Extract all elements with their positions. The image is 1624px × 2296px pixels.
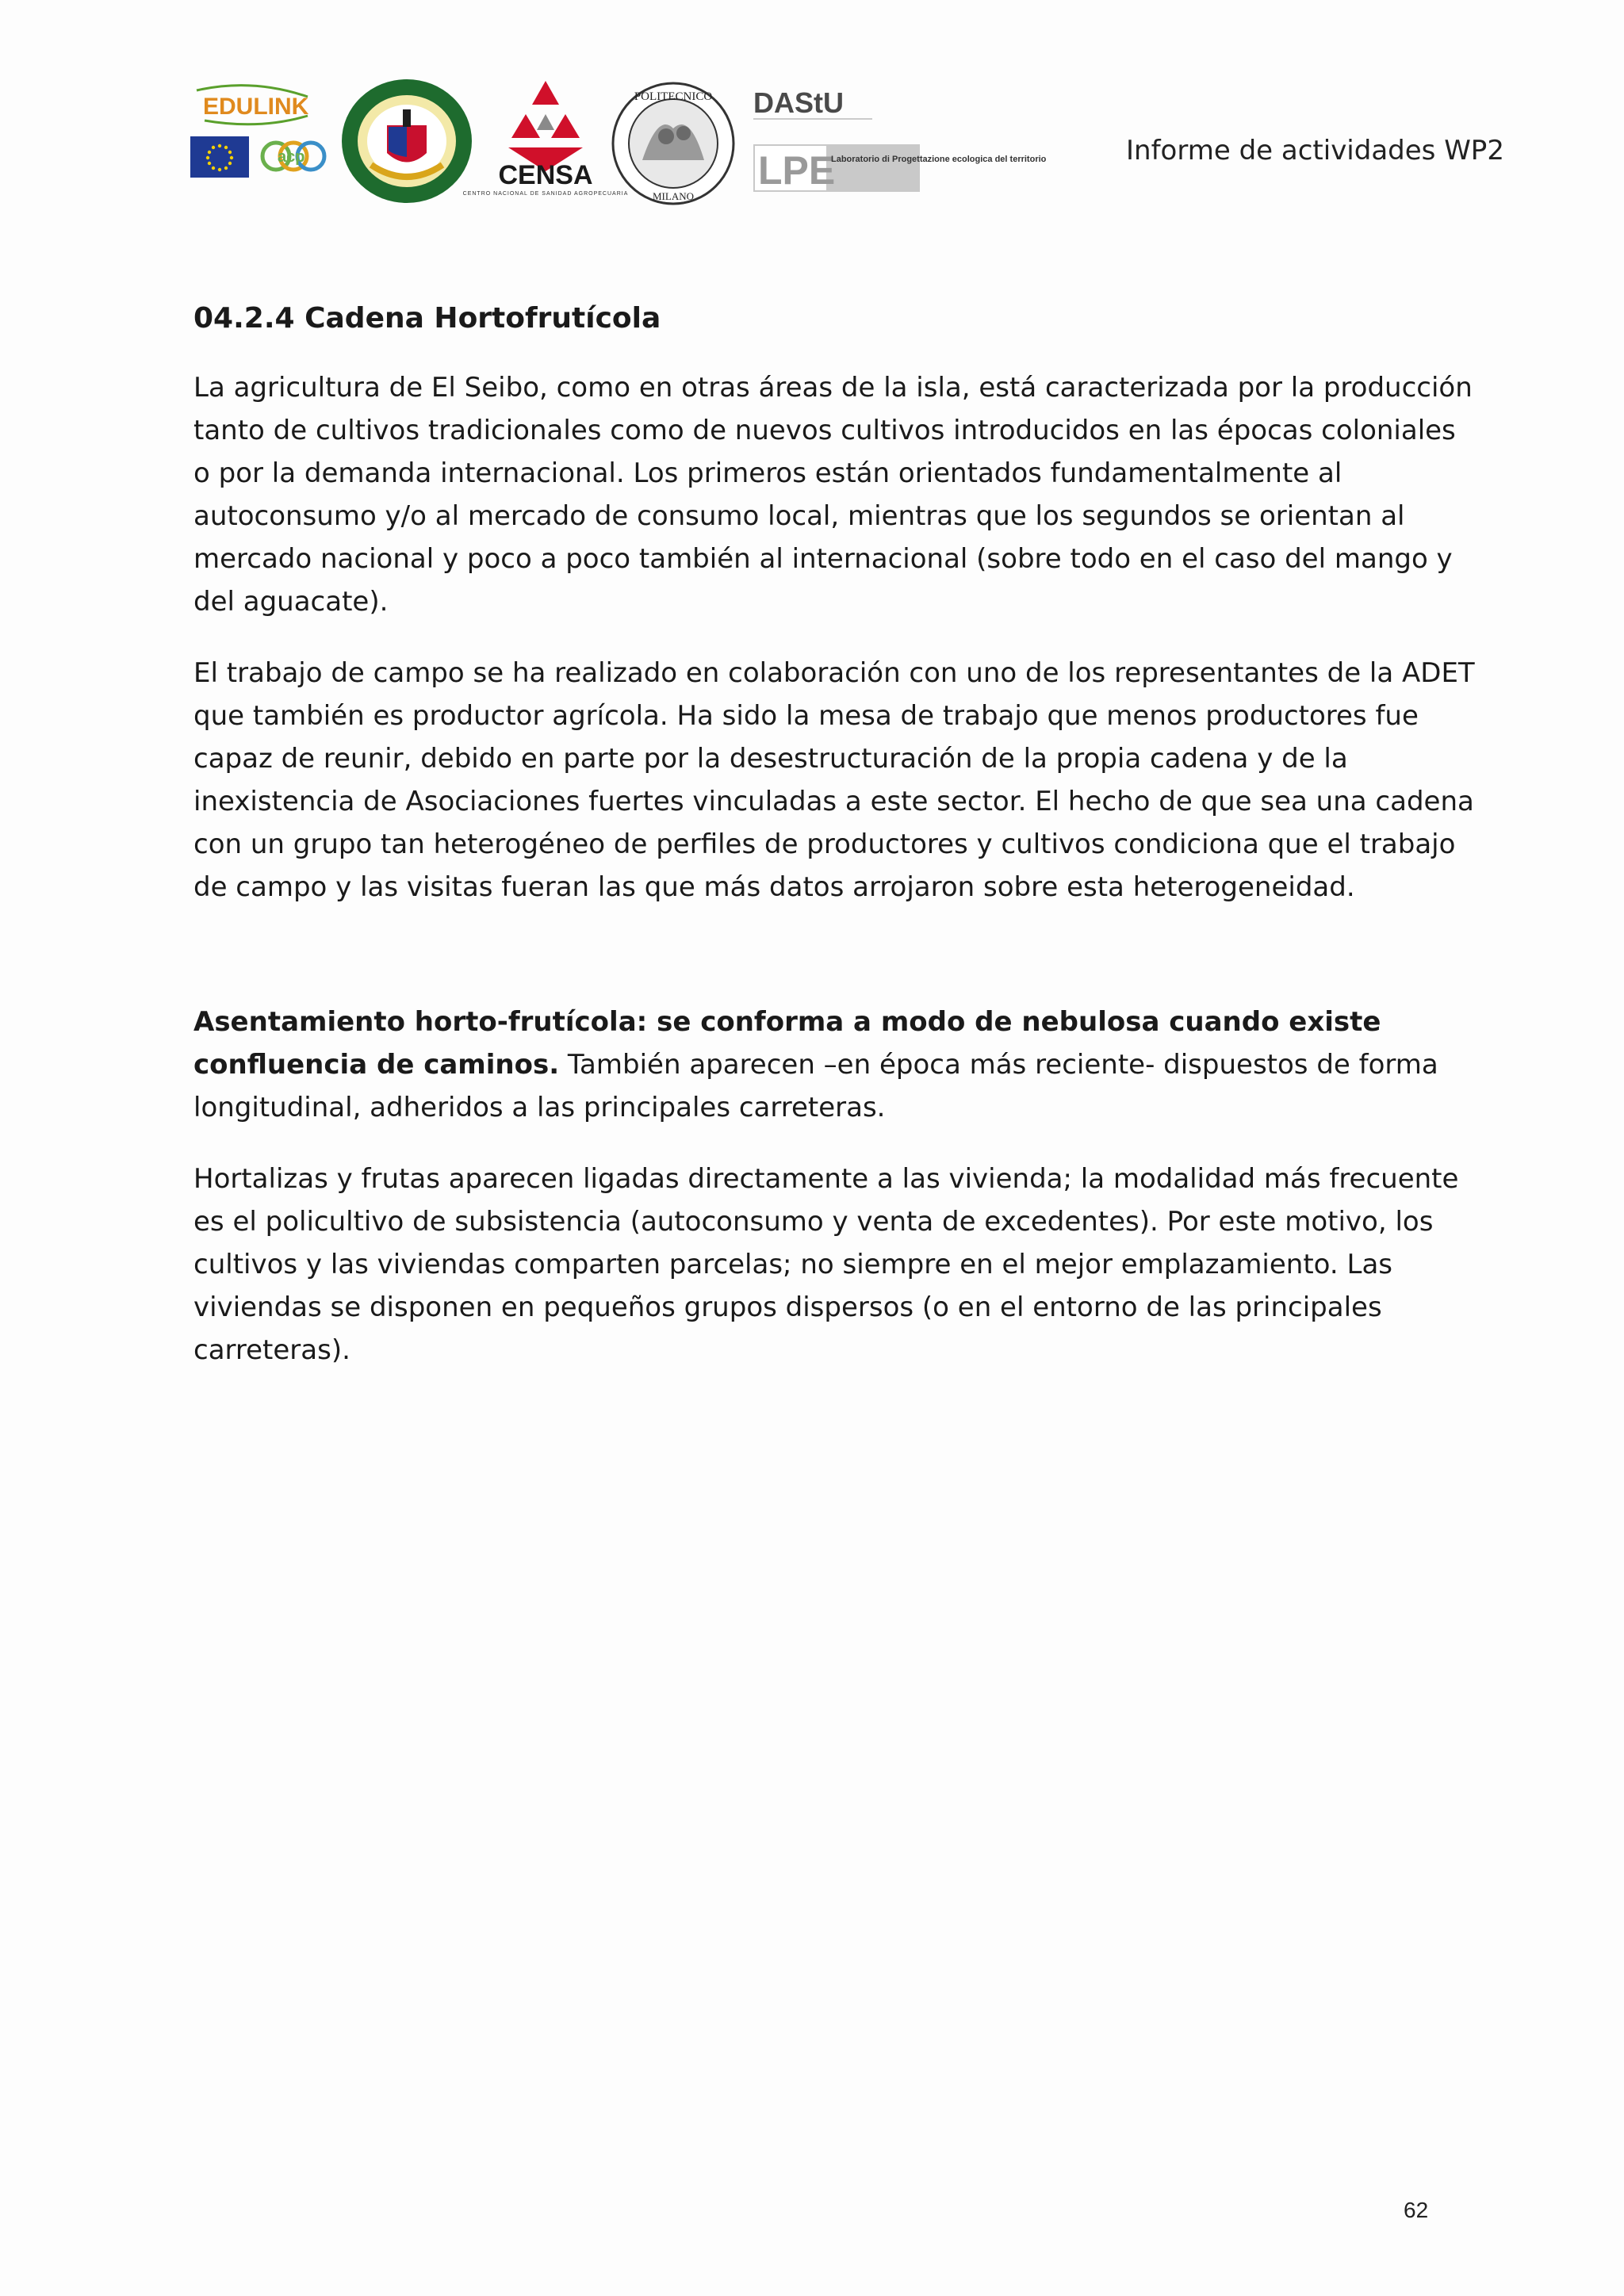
acp-logo xyxy=(260,132,327,181)
main-content xyxy=(193,285,1478,1400)
paragraph-crops-housing: Hortalizas y frutas aparecen ligadas directamente a las vivienda; la modalidad más frecuente es el policultivo de subsistencia (autoconsumo y venta de excedentes). Por este motivo, los cultivos y las viviendas comparten parcelas; no siempre en el mejor emplazamiento. Las viviendas se disponen en pequeños grupos dispersos (o en el entorno de las principales carreteras). xyxy=(193,1163,1459,1366)
report-title: Informe de actividades WP2 xyxy=(1126,135,1504,166)
settlement-heading: Asentamiento horto-frutícola: se conforma a modo de nebulosa cuando existe confluencia de caminos. xyxy=(193,1006,1381,1081)
paragraph-agriculture: La agricultura de El Seibo, como en otras áreas de la isla, está caracterizada por la producción tanto de cultivos tradicionales como de nuevos cultivos introducidos en las épocas coloniales o por la demanda internacional. Los primeros están orientados fundamentalmente al autoconsumo y/o al mercado de consumo local, mientras que los segundos se orientan al mercado nacional y poco a poco también al internacional (sobre todo en el caso del mango y del aguacate). xyxy=(193,372,1473,618)
censa-wordmark: CENSA xyxy=(498,160,593,190)
settlement-text: También aparecen –en época más reciente- dispuestos de forma longitudinal, adheridos a las principales carreteras. xyxy=(193,1049,1438,1123)
eu-flag-icon xyxy=(190,136,249,178)
section-title: 04.2.4 Cadena Hortofrutícola xyxy=(193,302,661,335)
censa-logo xyxy=(462,79,629,206)
lpe-logo xyxy=(753,144,1047,193)
politecnico-milano-seal-logo xyxy=(611,81,736,206)
edulink-logo xyxy=(189,81,316,128)
polimi-bottom-text: MILANO xyxy=(653,190,694,202)
censa-subtitle: CENTRO NACIONAL DE SANIDAD AGROPECUARIA xyxy=(462,191,629,197)
page-number: 62 xyxy=(1404,2198,1429,2222)
acp-wordmark: acp xyxy=(278,148,305,166)
polimi-top-text: POLITECNICO xyxy=(634,90,713,103)
partner-logos xyxy=(189,73,1047,208)
dastu-wordmark: DAStU xyxy=(753,86,844,119)
edulink-wordmark: EDULINK xyxy=(203,94,309,120)
paragraph-fieldwork: El trabajo de campo se ha realizado en colaboración con uno de los representantes de la ADET que también es productor agrícola. Ha sido la mesa de trabajo que menos productores fue capaz de reunir, debido en parte por la desestructuración de la propia cadena y de la inexistencia de Asociaciones fuertes vinculadas a este sector. El hecho de que sea una cadena con un grupo tan heterogéneo de perfiles de productores y cultivos condiciona que el trabajo de campo y las visitas fueran las que más datos arrojaron sobre esta heterogeneidad. xyxy=(193,657,1475,903)
paragraph-settlement xyxy=(193,1001,1478,1129)
lpe-wordmark: LPE xyxy=(758,148,836,193)
dastu-logo xyxy=(753,86,872,121)
spacer xyxy=(193,937,1478,1001)
lpe-subtitle: Laboratorio di Progettazione ecologica del territorio xyxy=(831,155,1047,164)
university-seal-logo xyxy=(339,78,474,205)
